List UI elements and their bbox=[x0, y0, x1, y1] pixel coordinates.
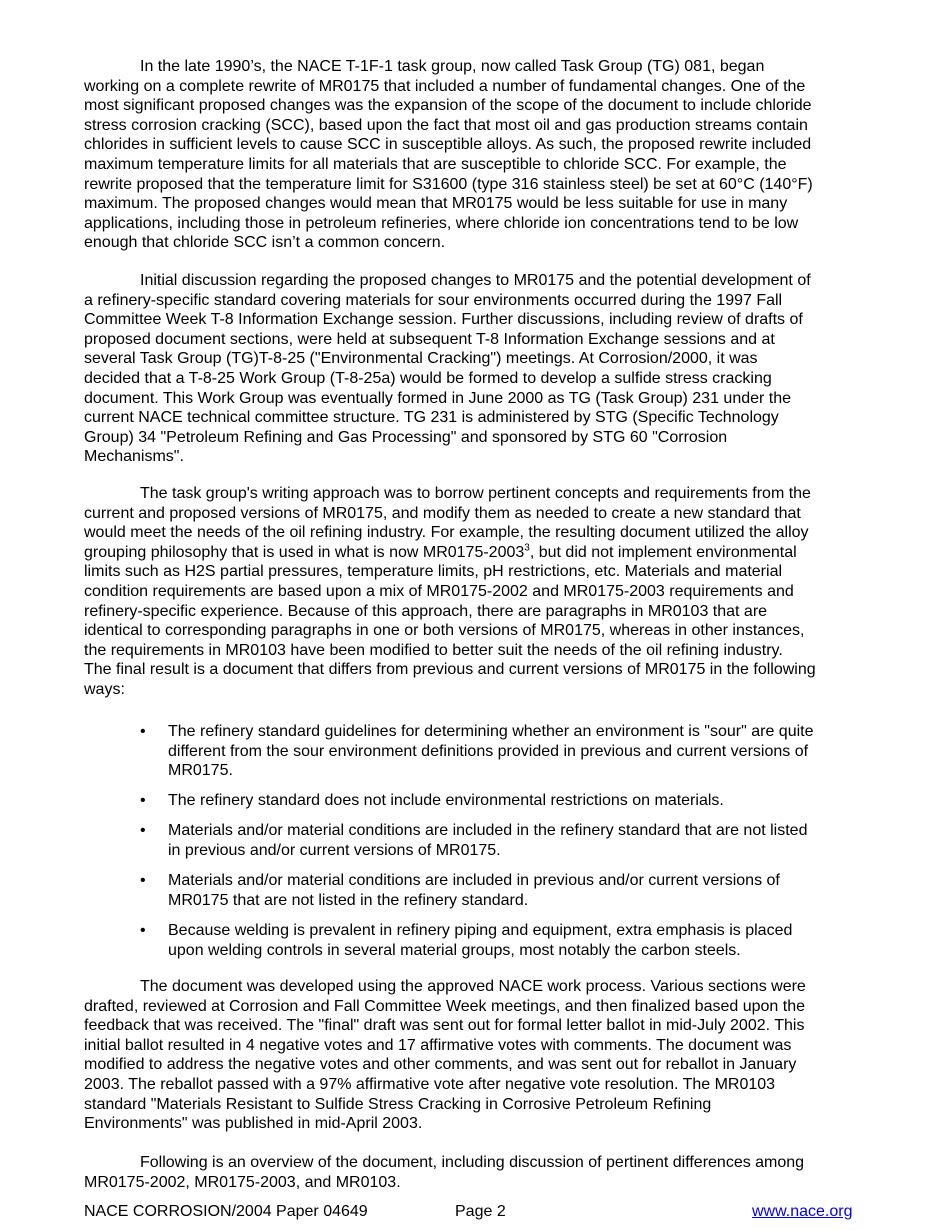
paragraph-3 bbox=[84, 484, 874, 700]
text-line: The final result is a document that differs from previous and current versions of MR0175 in the following bbox=[84, 661, 816, 679]
text-line: Mechanisms". bbox=[84, 448, 184, 466]
bullet-text bbox=[168, 871, 780, 910]
text-line: The refinery standard guidelines for determining whether an environment is "sour" are quite bbox=[168, 723, 814, 740]
text-line: current NACE technical committee structure. TG 231 is administered by STG (Specific Technology bbox=[84, 409, 779, 427]
text-line: modified to address the negative votes and other comments, and was sent out for reballot in January bbox=[84, 1056, 797, 1074]
paragraph-1 bbox=[84, 57, 874, 253]
bullet-icon: • bbox=[140, 872, 146, 889]
paragraph-2 bbox=[84, 271, 874, 467]
text-line: Materials and/or material conditions are included in the refinery standard that are not listed bbox=[168, 822, 808, 839]
footnote-reference: 3 bbox=[524, 542, 530, 554]
text-line: a refinery-specific standard covering materials for sour environments occurred during the 1997 Fall bbox=[84, 291, 783, 309]
bullet-text bbox=[168, 821, 807, 860]
text-line: MR0175-2002, MR0175-2003, and MR0103. bbox=[84, 1173, 401, 1191]
text-line: Environments" was published in mid-April 2003. bbox=[84, 1115, 423, 1133]
text-line: Materials and/or material conditions are included in previous and/or current versions of bbox=[168, 872, 780, 889]
paragraph-5 bbox=[84, 1153, 874, 1192]
text-line: Group) 34 "Petroleum Refining and Gas Processing" and sponsored by STG 60 "Corrosion bbox=[84, 428, 728, 446]
footer-page-number: Page 2 bbox=[455, 1203, 506, 1220]
text-line: maximum. The proposed changes would mean that MR0175 would be less suitable for use in many bbox=[84, 195, 788, 213]
text-line: applications, including those in petroleum refineries, where chloride ion concentrations tend to be low bbox=[84, 214, 799, 232]
text-segment: , but did not implement environmental bbox=[529, 543, 797, 561]
text-line: would meet the needs of the oil refining industry. For example, the resulting document utilized the alloy bbox=[84, 524, 809, 542]
text-line: most significant proposed changes was the expansion of the scope of the document to include chloride bbox=[84, 97, 812, 115]
text-line: MR0175 that are not listed in the refinery standard. bbox=[168, 891, 529, 909]
text-line: proposed document sections, were held at subsequent T-8 Information Exchange sessions and at bbox=[84, 330, 775, 348]
bullet-text bbox=[168, 921, 792, 960]
footer-website-link[interactable]: www.nace.org bbox=[752, 1203, 853, 1220]
text-line: in previous and/or current versions of MR0175. bbox=[168, 841, 501, 859]
paragraph-4 bbox=[84, 977, 874, 1134]
text-line: document. This Work Group was eventually formed in June 2000 as TG (Task Group) 231 under the bbox=[84, 389, 792, 407]
text-line: enough that chloride SCC isn’t a common concern. bbox=[84, 234, 446, 252]
text-line: drafted, reviewed at Corrosion and Fall Committee Week meetings, and then finalized based upon the bbox=[84, 997, 805, 1015]
text-line: In the late 1990’s, the NACE T-1F-1 task group, now called Task Group (TG) 081, began bbox=[140, 58, 765, 75]
text-line: Committee Week T-8 Information Exchange session. Further discussions, including review of drafts of bbox=[84, 311, 803, 329]
text-line bbox=[84, 543, 874, 563]
text-line: The task group's writing approach was to borrow pertinent concepts and requirements from the bbox=[140, 485, 811, 502]
bullet-icon: • bbox=[140, 822, 146, 839]
text-segment: grouping philosophy that is used in what is now MR0175-2003 bbox=[84, 543, 525, 561]
text-line: rewrite proposed that the temperature limit for S31600 (type 316 stainless steel) be set at 60°C (140°F) bbox=[84, 175, 813, 193]
text-line: Following is an overview of the document, including discussion of pertinent differences among bbox=[140, 1154, 805, 1171]
bullet-text bbox=[168, 722, 813, 781]
text-line: MR0175. bbox=[168, 762, 233, 780]
text-line: condition requirements are based upon a mix of MR0175-2002 and MR0175-2003 requirements and bbox=[84, 582, 794, 600]
text-line: the requirements in MR0103 have been modified to better suit the needs of the oil refining industry. bbox=[84, 641, 783, 659]
text-line: chlorides in sufficient levels to cause SCC in susceptible alloys. As such, the proposed rewrite included bbox=[84, 136, 812, 154]
text-line: standard "Materials Resistant to Sulfide Stress Cracking in Corrosive Petroleum Refining bbox=[84, 1095, 712, 1113]
text-line: identical to corresponding paragraphs in one or both versions of MR0175, whereas in other instances, bbox=[84, 622, 805, 640]
bullet-text bbox=[168, 791, 724, 811]
text-line: 2003. The reballot passed with a 97% affirmative vote after negative vote resolution. The MR0103 bbox=[84, 1075, 776, 1093]
text-line: working on a complete rewrite of MR0175 that included a number of fundamental changes. One of the bbox=[84, 77, 806, 95]
text-line: Because welding is prevalent in refinery piping and equipment, extra emphasis is placed bbox=[168, 922, 793, 939]
text-line: maximum temperature limits for all materials that are susceptible to chloride SCC. For example, the bbox=[84, 155, 787, 173]
text-line: refinery-specific experience. Because of this approach, there are paragraphs in MR0103 that are bbox=[84, 602, 768, 620]
text-line: Initial discussion regarding the proposed changes to MR0175 and the potential development of bbox=[140, 272, 811, 289]
text-line: limits such as H2S partial pressures, temperature limits, pH restrictions, etc. Materials and material bbox=[84, 563, 783, 581]
footer-paper-id: NACE CORROSION/2004 Paper 04649 bbox=[84, 1203, 368, 1220]
text-line: different from the sour environment definitions provided in previous and current versions of bbox=[168, 742, 809, 760]
text-line: decided that a T-8-25 Work Group (T-8-25a) would be formed to develop a sulfide stress cracking bbox=[84, 369, 772, 387]
text-line: The document was developed using the approved NACE work process. Various sections were bbox=[140, 978, 806, 995]
text-line: several Task Group (TG)T-8-25 ("Environmental Cracking") meetings. At Corrosion/2000, it was bbox=[84, 350, 758, 368]
text-line: current and proposed versions of MR0175, and modify them as needed to create a new standard that bbox=[84, 504, 801, 522]
bullet-icon: • bbox=[140, 723, 146, 740]
text-line: ways: bbox=[84, 680, 125, 698]
text-line: feedback that was received. The "final" draft was sent out for formal letter ballot in mid-July 2002. This bbox=[84, 1017, 805, 1035]
bullet-icon: • bbox=[140, 792, 146, 809]
text-line: stress corrosion cracking (SCC), based upon the fact that most oil and gas production streams contain bbox=[84, 116, 808, 134]
text-line: The refinery standard does not include environmental restrictions on materials. bbox=[168, 792, 724, 809]
bullet-icon: • bbox=[140, 922, 146, 939]
text-line: upon welding controls in several material groups, most notably the carbon steels. bbox=[168, 941, 741, 959]
text-line: initial ballot resulted in 4 negative votes and 17 affirmative votes with comments. The document was bbox=[84, 1036, 792, 1054]
